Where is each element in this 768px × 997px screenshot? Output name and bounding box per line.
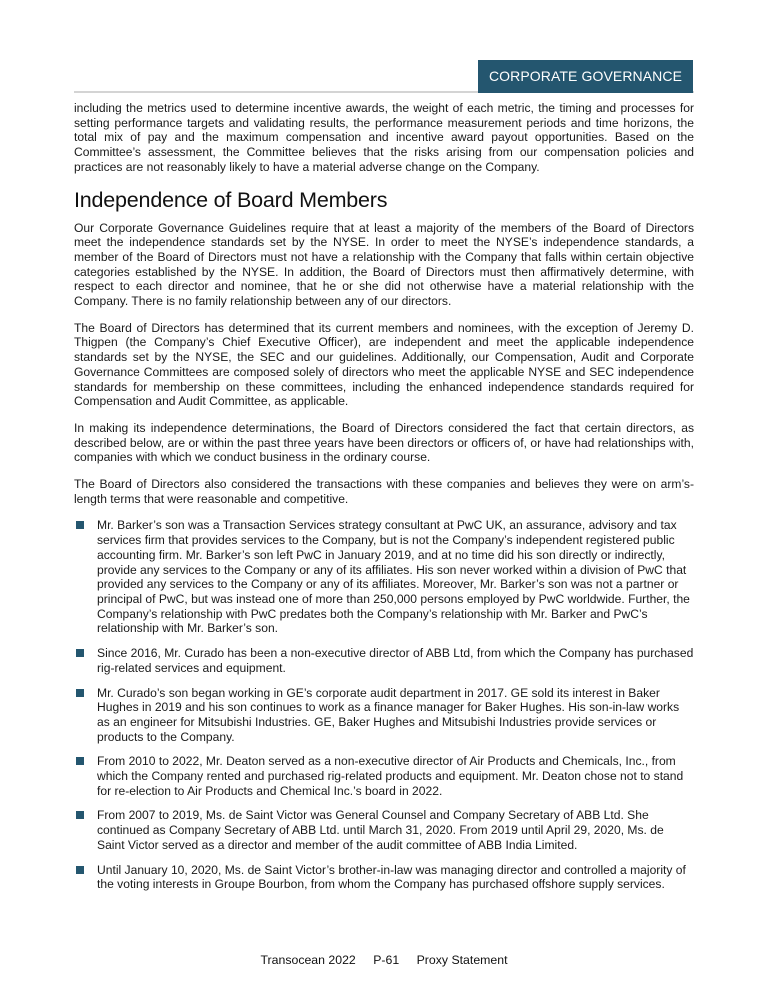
square-bullet-icon	[76, 521, 84, 529]
paragraph-transactions: The Board of Directors also considered the transactions with these companies and believes they were on arm’s-length terms that were reasonable and competitive.	[74, 477, 694, 506]
paragraph-guidelines: Our Corporate Governance Guidelines require that at least a majority of the members of the Board of Directors meet the independence standards set by the NYSE. In order to meet the NYSE’s independence standards, a member of the Board of Directors must not have a relationship with the Company that falls within certain objective categories established by the NYSE. In addition, the Board of Directors must then affirmatively determine, with respect to each director and nominee, that he or she did not otherwise have a material relationship with the Company. There is no family relationship between any of our directors.	[74, 220, 694, 309]
list-item	[74, 863, 694, 892]
page-footer	[0, 953, 768, 967]
list-item-text: Until January 10, 2020, Ms. de Saint Victor’s brother-in-law was managing director and controlled a majority of the voting interests in Groupe Bourbon, from whom the Company has purchased offshore supply services.	[97, 862, 686, 892]
footer-page-number: P-61	[373, 953, 400, 967]
page-content	[74, 101, 694, 902]
square-bullet-icon	[76, 689, 84, 697]
square-bullet-icon	[76, 649, 84, 657]
footer-company-year: Transocean 2022	[260, 953, 356, 967]
list-item-text: Mr. Barker’s son was a Transaction Services strategy consultant at PwC UK, an assurance, advisory and tax services firm that provides services to the Company, but is not the Company’s independent registered public accounting firm. Mr. Barker’s son left PwC in January 2019, and at no time did his son directly or indirectly, provide any services to the Company or any of its affiliates. His son never worked within a division of PwC that provided any services to the Company or any of its affiliates. Moreover, Mr. Barker’s son was not a partner or principal of PwC, but was instead one of more than 250,000 persons employed by PwC worldwide. Further, the Company’s relationship with PwC predates both the Company’s relationship with Mr. Barker and PwC’s relationship with Mr. Barker’s son.	[97, 518, 690, 636]
square-bullet-icon	[76, 757, 84, 765]
paragraph-considerations: In making its independence determinations, the Board of Directors considered the fact that certain directors, as described below, are or within the past three years have been directors or officers of, or have had relationships with, companies with which we conduct business in the ordinary course.	[74, 420, 694, 465]
square-bullet-icon	[76, 811, 84, 819]
list-item	[74, 808, 694, 852]
footer-document-name: Proxy Statement	[416, 953, 508, 967]
list-item	[74, 754, 694, 798]
section-title: Independence of Board Members	[74, 187, 388, 212]
list-item	[74, 518, 694, 636]
list-item-text: Since 2016, Mr. Curado has been a non-executive director of ABB Ltd, from which the Company has purchased rig-related services and equipment.	[97, 646, 694, 675]
section-label: CORPORATE GOVERNANCE	[478, 60, 693, 93]
square-bullet-icon	[76, 866, 84, 874]
relationship-list	[74, 518, 694, 891]
list-item	[74, 686, 694, 745]
list-item-text: From 2010 to 2022, Mr. Deaton served as a non-executive director of Air Products and Chemicals, Inc., from which the Company rented and purchased rig-related products and equipment. Mr. Deaton chose not to stand for re-election to Air Products and Chemical Inc.’s board in 2022.	[97, 754, 684, 798]
paragraph-determination: The Board of Directors has determined that its current members and nominees, with the exception of Jeremy D. Thigpen (the Company’s Chief Executive Officer), are independent and meet the applicable independence standards set by the NYSE, the SEC and our guidelines. Additionally, our Compensation, Audit and Corporate Governance Committees are composed solely of directors who meet the applicable NYSE and SEC independence standards for membership on these committees, including the enhanced independence standards required for Compensation and Audit Committee, as applicable.	[74, 320, 694, 409]
list-item	[74, 646, 694, 675]
list-item-text: Mr. Curado’s son began working in GE’s corporate audit department in 2017. GE sold its interest in Baker Hughes in 2019 and his son continues to work as a finance manager for Baker Hughes. His son-in-law works as an engineer for Mitsubishi Industries. GE, Baker Hughes and Mitsubishi Industries provide services or products to the Company.	[97, 685, 680, 744]
list-item-text: From 2007 to 2019, Ms. de Saint Victor was General Counsel and Company Secretary of ABB Ltd. She continued as Company Secretary of ABB Ltd. until March 31, 2020. From 2019 until April 29, 2020, Ms. de Saint Victor served as a director and member of the audit committee of ABB India Limited.	[97, 808, 664, 852]
intro-paragraph: including the metrics used to determine incentive awards, the weight of each metric, the timing and processes for setting performance targets and validating results, the performance measurement periods and time horizons, the total mix of pay and the maximum compensation and incentive award payout opportunities. Based on the Committee’s assessment, the Committee believes that the risks arising from our compensation policies and practices are not reasonably likely to have a material adverse change on the Company.	[74, 101, 694, 174]
